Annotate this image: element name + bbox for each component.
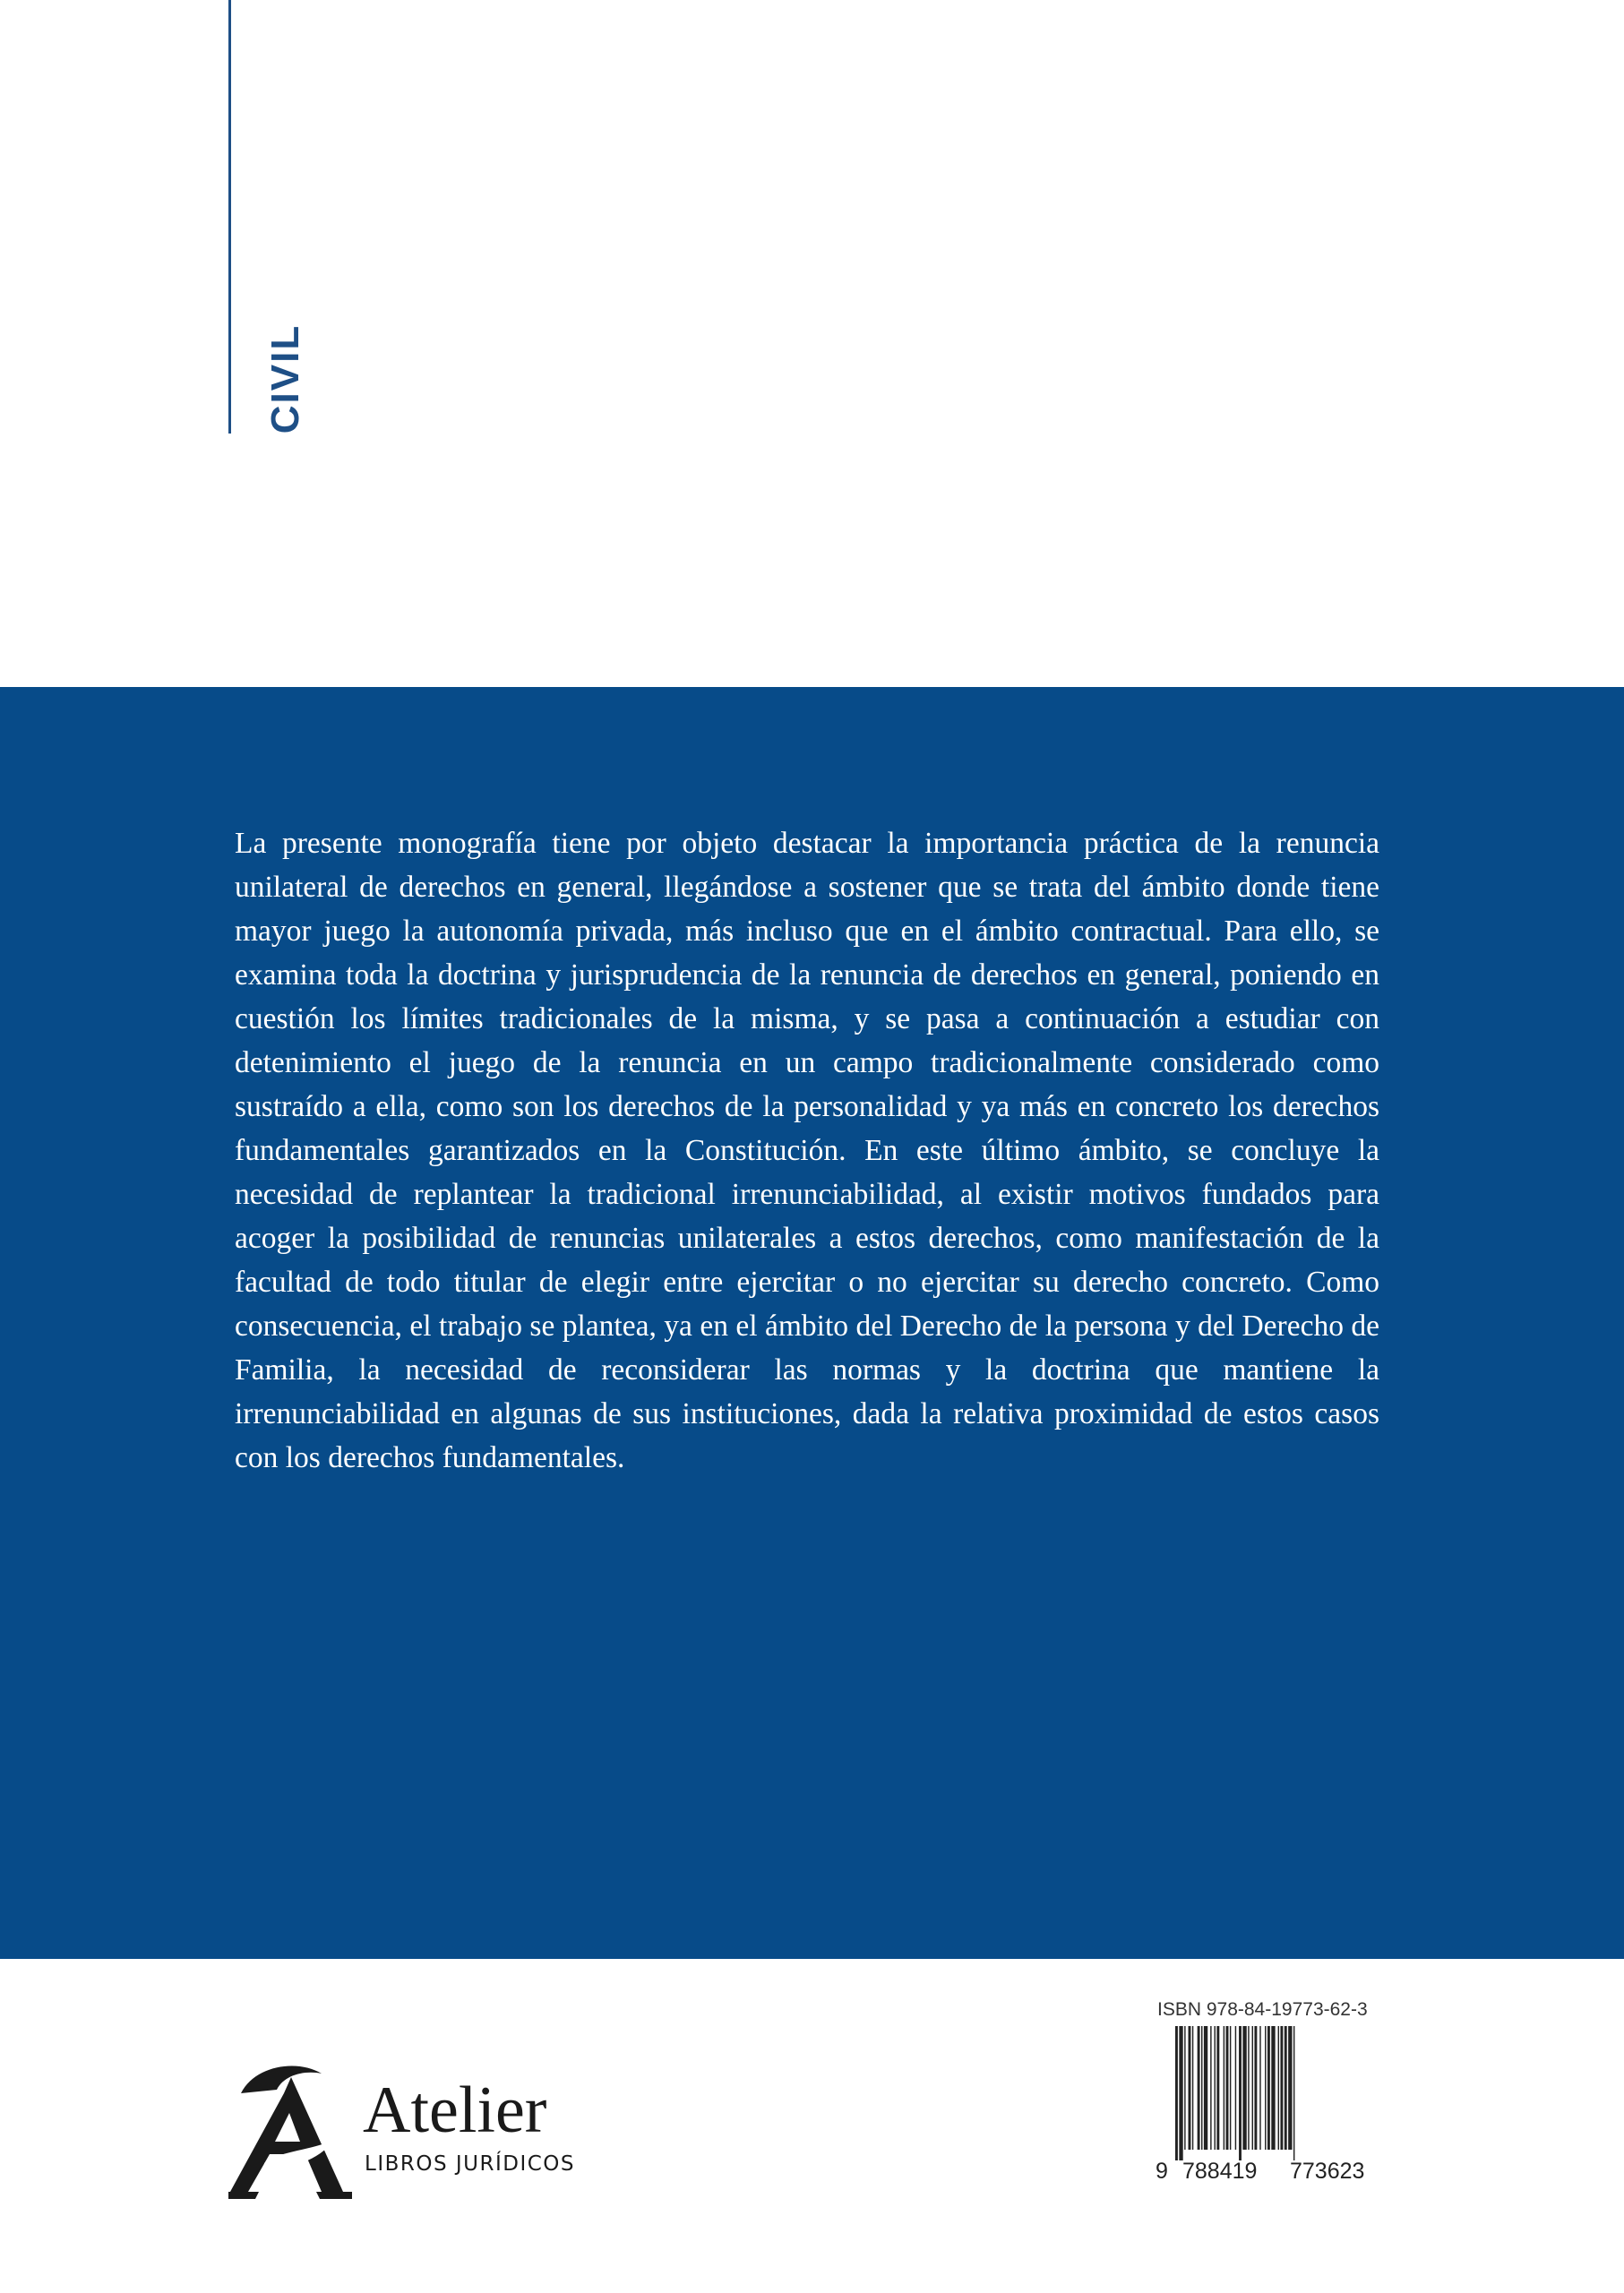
barcode-bar [1259, 2026, 1260, 2150]
atelier-a-icon [228, 2057, 354, 2199]
collection-label-text: CIVIL [263, 323, 307, 434]
barcode-bar [1175, 2026, 1178, 2160]
barcode-bars [1156, 2026, 1379, 2160]
publisher-logo [228, 2057, 605, 2201]
barcode-digits-left: 788419 [1182, 2159, 1258, 2184]
cover-bottom-section [0, 1959, 1624, 2293]
book-blurb: La presente monografía tiene por objeto destacar la importancia práctica de la renuncia unilateral de derechos en general, llegándose a sostener que se trata del ámbito donde tiene mayor juego la autonomía privada, más incluso que en el ámbito contractual. Para ello, se examina toda la doctrina y jurisprudencia de la renuncia de derechos en general, poniendo en cuestión los límites tradicionales de la misma, y se pasa a continuación a estudiar con detenimiento el juego de la renuncia en un campo tradicionalmente considerado como sustraído a ella, como son los derechos de la personalidad y ya más en concreto los derechos fundamentales garantizados en la Constitución. En este último ámbito, se concluye la necesidad de replantear la tradicional irrenunciabilidad, al existir motivos fundados para acoger la posibilidad de renuncias unilaterales a estos derechos, como manifestación de la facultad de todo titular de elegir entre ejercitar o no ejercitar su derecho concreto. Como consecuencia, el trabajo se plantea, ya en el ámbito del Derecho de la persona y del Derecho de Familia, la necesidad de reconsiderar las normas y la doctrina que mantiene la irrenunciabilidad en algunas de sus instituciones, dada la relativa proximidad de estos casos con los derechos fundamentales. [235, 827, 1379, 1474]
barcode-bar [1242, 2026, 1246, 2150]
barcode-bar [1254, 2026, 1257, 2150]
vertical-rule [228, 0, 231, 434]
barcode-bar [1189, 2026, 1191, 2150]
publisher-name: Atelier [363, 2074, 547, 2147]
barcode-bar [1248, 2026, 1249, 2150]
barcode-bar [1192, 2026, 1193, 2150]
barcode-bar [1288, 2026, 1292, 2150]
barcode-bar [1184, 2026, 1185, 2150]
barcode-bar [1204, 2026, 1207, 2150]
barcode-bar [1201, 2026, 1202, 2150]
barcode-bar [1230, 2026, 1231, 2150]
barcode-bar [1278, 2026, 1279, 2150]
barcode-bar [1198, 2026, 1200, 2150]
isbn-label: ISBN 978-84-19773-62-3 [1157, 1999, 1368, 2020]
barcode-bar [1215, 2026, 1216, 2150]
barcode-digits-right: 773623 [1290, 2159, 1365, 2184]
barcode-bar [1235, 2026, 1236, 2150]
isbn-barcode [1156, 1999, 1388, 2187]
barcode-bar [1267, 2026, 1270, 2150]
barcode-bar [1179, 2026, 1182, 2160]
barcode-bar [1293, 2026, 1294, 2160]
barcode-bar [1280, 2026, 1283, 2150]
barcode-bar [1239, 2026, 1242, 2160]
barcode-bar [1210, 2026, 1211, 2150]
collection-label [262, 322, 309, 434]
blurb-panel [0, 687, 1624, 1959]
barcode-bar [1285, 2026, 1287, 2150]
barcode-bar [1252, 2026, 1253, 2150]
cover-top-section [0, 0, 1624, 687]
barcode-bar [1271, 2026, 1275, 2150]
publisher-tagline: LIBROS JURÍDICOS [365, 2152, 576, 2176]
barcode-digit-lead: 9 [1156, 2159, 1168, 2184]
barcode-bar [1226, 2026, 1229, 2150]
barcode-bar [1265, 2026, 1266, 2150]
barcode-bar [1216, 2026, 1219, 2150]
